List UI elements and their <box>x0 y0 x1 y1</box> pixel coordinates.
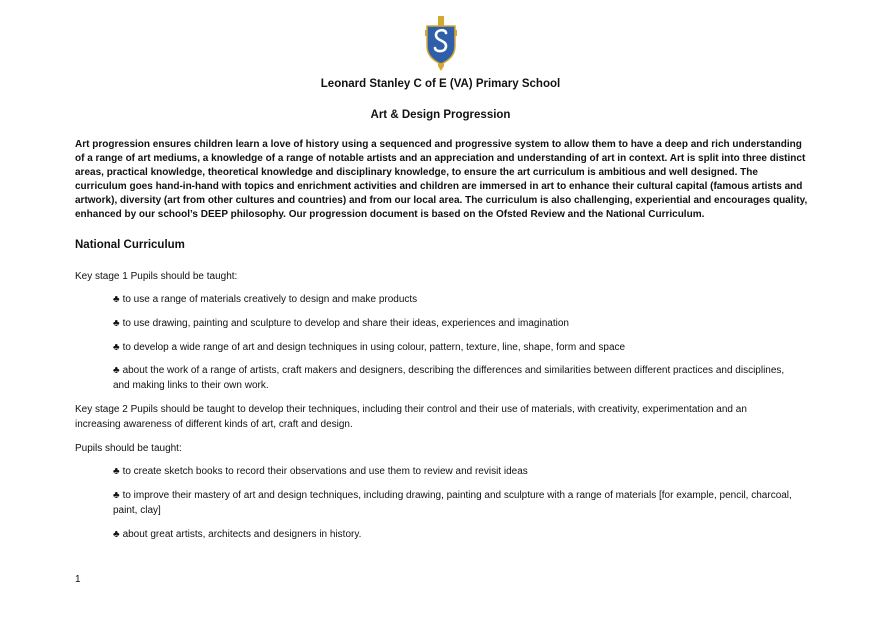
list-item <box>113 292 803 307</box>
list-item-text: to develop a wide range of art and design techniques in using colour, pattern, texture, line, shape, form and space <box>122 342 626 353</box>
club-bullet-icon: ♣ <box>113 529 120 540</box>
ks2-taught: Pupils should be taught: <box>75 443 182 454</box>
page-number: 1 <box>75 574 81 585</box>
list-item <box>113 464 803 479</box>
list-item <box>113 316 803 331</box>
list-item-text: to use a range of materials creatively to design and make products <box>122 294 418 305</box>
list-item <box>113 363 803 393</box>
intro-paragraph: Art progression ensures children learn a love of history using a sequenced and progressive system to allow them to have a deep and rich understanding of a range of art mediums, a knowledge of a range of notable artists and an appreciation and understanding of art in context. Art is split into three distinct areas, practical knowledge, theoretical knowledge and disciplinary knowledge, to ensure the art curriculum is ambitious and well designed. The curriculum goes hand-in-hand with topics and enrichment activities and children are immersed in art to enhance their cultural capital (famous artists and artwork), diversity (art from other cultures and countries) and from our local area. The curriculum is also challenging, experiential and encourages quality, enhanced by our school’s DEEP philosophy. Our progression document is based on the Ofsted Review and the National Curriculum. <box>75 139 808 220</box>
club-bullet-icon: ♣ <box>113 342 120 353</box>
list-item <box>113 488 803 518</box>
club-bullet-icon: ♣ <box>113 365 120 376</box>
list-item <box>113 340 803 355</box>
ks2-intro: Key stage 2 Pupils should be taught to develop their techniques, including their control and their use of materials, with creativity, experimentation and an increasing awareness of different kinds of art, craft and design. <box>75 404 747 430</box>
document-title: Art & Design Progression <box>370 109 511 121</box>
club-bullet-icon: ♣ <box>113 294 120 305</box>
national-curriculum-heading: National Curriculum <box>75 239 185 251</box>
list-item-text: about great artists, architects and designers in history. <box>122 529 362 540</box>
list-item-text: to create sketch books to record their observations and use them to review and revisit ideas <box>122 466 528 477</box>
school-crest-logo <box>419 16 463 72</box>
list-item-text: to improve their mastery of art and design techniques, including drawing, painting and sculpture with a range of materials [for example, pencil, charcoal, paint, clay] <box>113 490 792 516</box>
club-bullet-icon: ♣ <box>113 490 120 501</box>
club-bullet-icon: ♣ <box>113 318 120 329</box>
list-item-text: about the work of a range of artists, craft makers and designers, describing the differences and similarities between different practices and disciplines, and making links to their own work. <box>113 365 785 391</box>
club-bullet-icon: ♣ <box>113 466 120 477</box>
list-item <box>113 527 803 542</box>
ks1-intro: Key stage 1 Pupils should be taught: <box>75 271 238 282</box>
school-name: Leonard Stanley C of E (VA) Primary School <box>320 78 561 90</box>
list-item-text: to use drawing, painting and sculpture to develop and share their ideas, experiences and imagination <box>122 318 569 329</box>
